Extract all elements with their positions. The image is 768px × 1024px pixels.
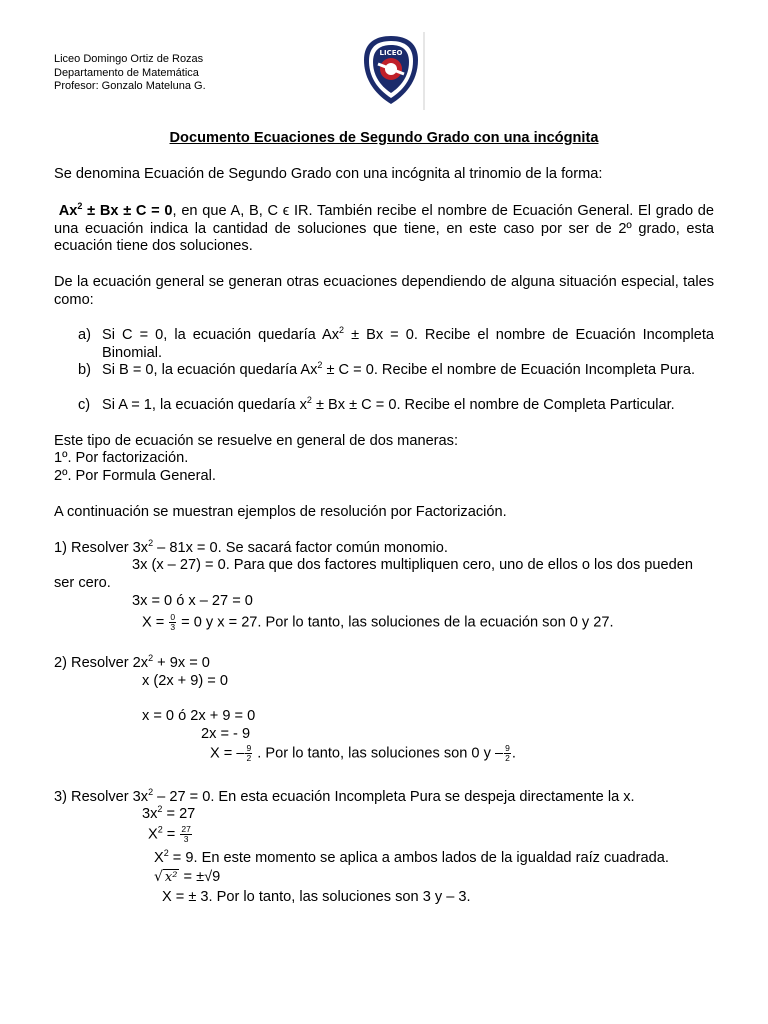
example-2-solution: X = – $\frac{9}{2}$ . Por lo tanto, las soluciones son 0 y – $\frac{9}{2}$ . bbox=[210, 743, 516, 763]
example-1-step-1: 3x (x – 27) = 0. Para que dos factores multipliquen cero, uno de ellos o los dos pueden bbox=[132, 557, 693, 573]
teacher-name: Profesor: Gonzalo Mateluna G. bbox=[54, 80, 206, 92]
general-equation-paragraph: $Ax^2 \pm Bx \pm C = 0$, en que A, B, C ϵ IR. También recibe el nombre de Ecuación General. El grado de una ecuación indica la cantidad de soluciones que tiene, en este caso por ser de 2º grado, esta ecuación tiene dos soluciones. bbox=[54, 201, 715, 254]
example-2-statement: 2) Resolver $2x^2 + 9x = 0$ bbox=[54, 653, 210, 671]
example-3-step-2: $X^2$ = $\frac{27}{3}$ bbox=[148, 824, 191, 844]
school-name: Liceo Domingo Ortiz de Rozas bbox=[54, 53, 204, 65]
special-intro-paragraph: De la ecuación general se generan otras ecuaciones dependiendo de alguna situación especial, tales como: bbox=[54, 274, 714, 308]
example-2-step-2: x = 0 ó 2x + 9 = 0 bbox=[142, 708, 256, 724]
list-item-c: c) Si A = 1, la ecuación quedaría $x^2 \pm Bx \pm C = 0$. Recibe el nombre de Completa Particular. bbox=[78, 395, 675, 413]
general-formula-b: ± Bx ± C = 0 bbox=[82, 203, 173, 219]
document-header bbox=[54, 53, 206, 94]
method-2: 2º. Por Formula General. bbox=[54, 468, 216, 484]
general-formula-a: Ax bbox=[58, 203, 78, 219]
example-2-step-1: x (2x + 9) = 0 bbox=[142, 673, 228, 689]
example-1-statement: 1) Resolver $3x^2 - 81x = 0$. Se sacará factor común monomio. bbox=[54, 538, 448, 556]
example-3-step-4: √ x² = ±√9 bbox=[154, 869, 221, 885]
general-text: , en que A, B, C ϵ IR. También recibe el nombre de Ecuación General. El grado de una ecuación indica la cantidad de soluciones que tiene, en este caso por ser de 2º grado, esta ecuación tiene dos soluciones. bbox=[54, 203, 715, 254]
department-name: Departamento de Matemática bbox=[54, 66, 199, 79]
examples-intro: A continuación se muestran ejemplos de resolución por Factorización. bbox=[54, 504, 507, 520]
example-1-solution: X = $\frac{0}{3}$ = 0 y x = 27. Por lo tanto, las soluciones de la ecuación son 0 y 27. bbox=[142, 612, 614, 632]
methods-intro: Este tipo de ecuación se resuelve en general de dos maneras: bbox=[54, 433, 459, 449]
method-1: 1º. Por factorización. bbox=[54, 450, 189, 466]
example-3-step-1: $3x^2 = 27$ bbox=[142, 804, 196, 822]
example-1-step-2: 3x = 0 ó x – 27 = 0 bbox=[132, 593, 253, 609]
intro-paragraph: Se denomina Ecuación de Segundo Grado con una incógnita al trinomio de la forma: bbox=[54, 166, 603, 182]
example-2-step-3: 2x = - 9 bbox=[201, 726, 251, 742]
example-1-step-1-cont: ser cero. bbox=[54, 575, 111, 591]
example-3-statement: 3) Resolver $3x^2 - 27 = 0$. En esta ecuación Incompleta Pura se despeja directamente la x. bbox=[54, 787, 635, 805]
document-title: Documento Ecuaciones de Segundo Grado con una incógnita bbox=[169, 130, 599, 146]
example-3-solution: X = ± 3. Por lo tanto, las soluciones son 3 y – 3. bbox=[162, 889, 471, 905]
list-item-b: b) Si B = 0, la ecuación quedaría $Ax^2 \pm C = 0$. Recibe el nombre de Ecuación Incompleta Pura. bbox=[78, 360, 696, 378]
svg-text:LICEO: LICEO bbox=[379, 49, 403, 57]
school-crest-logo bbox=[356, 30, 426, 112]
list-item-a: a) Si C = 0, la ecuación quedaría $Ax^2 \pm Bx = 0$. Recibe el nombre de Ecuación Incompleta Binomial. bbox=[78, 325, 714, 361]
example-3-step-3: $X^2 = 9$. En este momento se aplica a ambos lados de la igualdad raíz cuadrada. bbox=[154, 848, 669, 866]
